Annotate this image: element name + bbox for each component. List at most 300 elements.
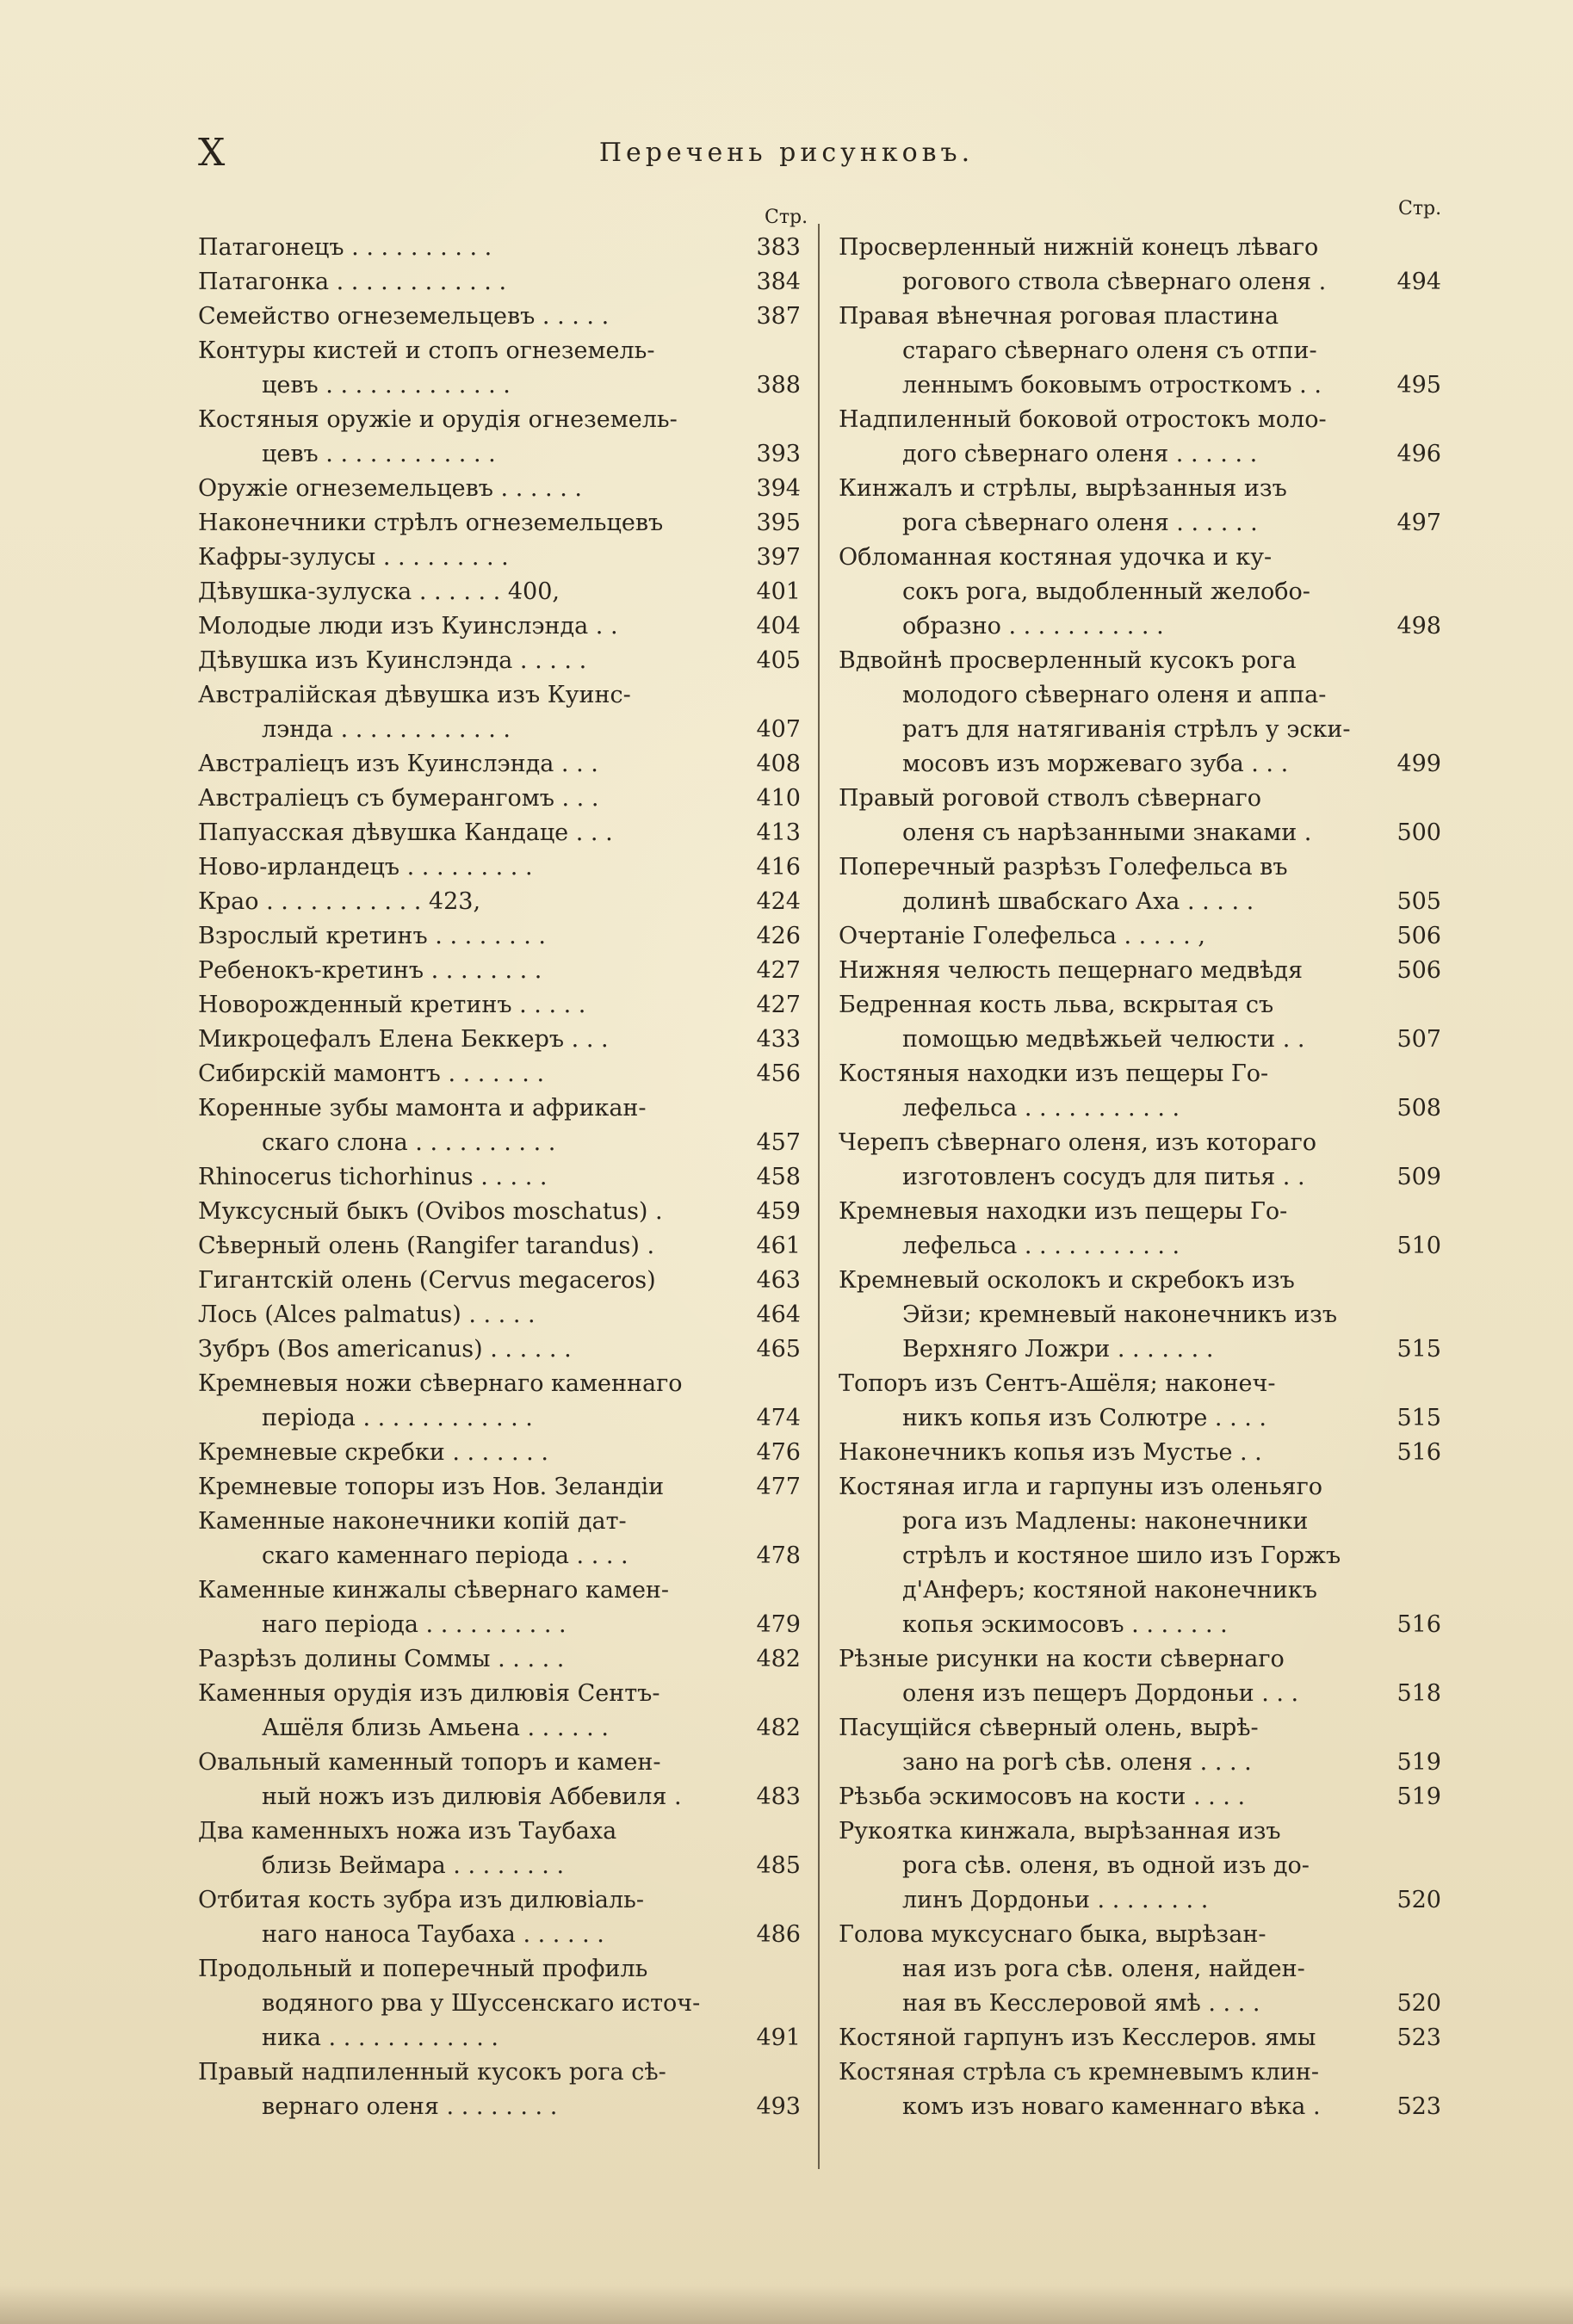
entry-title-text: Контуры кистей и стопъ огнеземель-: [198, 337, 655, 364]
list-item: [198, 1436, 801, 1470]
entry-title-text: зано на рогѣ сѣв. оленя . . . .: [902, 1749, 1252, 1776]
entry-line: [198, 885, 801, 919]
entry-line: [839, 782, 1441, 816]
entry-title-text: Папуасская дѣвушка Кандаце . . .: [198, 819, 613, 846]
entry-line: [198, 300, 801, 334]
entry-line: [839, 1091, 1441, 1126]
list-item: [839, 850, 1441, 919]
list-item: [198, 1573, 801, 1642]
entry-line: [198, 747, 801, 782]
entry-title-text: Правый надпиленный кусокъ рога сѣ-: [198, 2059, 666, 2086]
entry-line: [198, 1987, 801, 2021]
entry-title-text: Топоръ изъ Сентъ-Ашёля; наконеч-: [839, 1370, 1276, 1397]
column-divider: [818, 224, 820, 2169]
entry-line: [839, 954, 1441, 988]
entry-page-number: 461: [756, 1233, 801, 1259]
entry-line: [839, 1195, 1441, 1229]
entry-page-number: 388: [756, 372, 801, 399]
entry-page-number: 493: [756, 2093, 801, 2120]
list-item: [198, 1195, 801, 1229]
entry-line: [198, 403, 801, 437]
entry-page-number: 427: [756, 992, 801, 1018]
entry-line: [198, 575, 801, 609]
entry-title-text: Кремневыя ножи сѣвернаго каменнаго: [198, 1370, 683, 1397]
list-item: [198, 1677, 801, 1746]
entry-line: [839, 1987, 1441, 2021]
entry-page-number: 395: [756, 510, 801, 536]
entry-title-text: образно . . . . . . . . . . .: [902, 613, 1164, 640]
entry-line: [839, 1126, 1441, 1160]
entry-line: [198, 713, 801, 747]
entry-title-text: Очертаніе Голефельса . . . . . ,: [839, 923, 1205, 949]
list-item: [839, 954, 1441, 988]
entry-title-text: Австралійская дѣвушка изъ Куинс-: [198, 682, 631, 708]
entry-page-number: 485: [756, 1852, 801, 1879]
entry-line: [839, 1849, 1441, 1883]
entry-title-text: Разрѣзъ долины Соммы . . . . .: [198, 1646, 565, 1672]
entry-page-number: 474: [756, 1405, 801, 1431]
entry-title-text: рога изъ Мадлены: наконечники: [902, 1508, 1309, 1535]
entry-title-text: наго періода . . . . . . . . . .: [262, 1611, 567, 1638]
entry-line: [839, 1608, 1441, 1642]
entry-page-number: 520: [1397, 1990, 1441, 2017]
list-item: [839, 1057, 1441, 1126]
entry-title-text: сокъ рога, выдобленный желобо-: [902, 578, 1310, 605]
entry-title-text: Надпиленный боковой отростокъ моло-: [839, 406, 1327, 433]
entry-page-number: 401: [756, 578, 801, 605]
entry-line: [198, 1401, 801, 1436]
entry-line: [198, 1091, 801, 1126]
entry-line: [198, 1883, 801, 1918]
entry-page-number: 505: [1397, 888, 1441, 915]
entry-page-number: 516: [1397, 1439, 1441, 1466]
entry-page-number: 520: [1397, 1887, 1441, 1913]
entry-title-text: Гигантскій олень (Cervus megaceros): [198, 1267, 656, 1294]
entry-line: [839, 1780, 1441, 1814]
entry-title-text: Бедренная кость льва, вскрытая съ: [839, 992, 1274, 1018]
entry-page-number: 509: [1397, 1164, 1441, 1190]
list-item: [839, 644, 1441, 782]
entry-title-text: Семейство огнеземельцевъ . . . . .: [198, 303, 610, 330]
entry-page-number: 464: [756, 1301, 801, 1328]
entry-line: [198, 816, 801, 850]
entry-line: [839, 506, 1441, 541]
entry-line: [198, 1539, 801, 1573]
entry-line: [198, 609, 801, 644]
entry-page-number: 387: [756, 303, 801, 330]
entry-page-number: 459: [756, 1198, 801, 1225]
entry-title-text: Дѣвушка-зулуска . . . . . . 400,: [198, 578, 560, 605]
list-item: [198, 1470, 801, 1505]
entry-line: [198, 1608, 801, 1642]
entry-title-text: Рѣзьба эскимосовъ на кости . . . .: [839, 1783, 1246, 1810]
list-item: [198, 1642, 801, 1677]
entry-title-text: Верхняго Ложри . . . . . . .: [902, 1336, 1214, 1363]
entry-line: [198, 678, 801, 713]
entry-line: [198, 231, 801, 265]
entry-page-number: 408: [756, 751, 801, 777]
entry-title-text: рога сѣв. оленя, въ одной изъ до-: [902, 1852, 1310, 1879]
entry-title-text: Костяная игла и гарпуны изъ оленьяго: [839, 1474, 1322, 1500]
entry-line: [198, 1505, 801, 1539]
list-item: [198, 747, 801, 782]
entry-title-text: ратъ для натягиванія стрѣлъ у эски-: [902, 716, 1351, 743]
running-head-title: Перечень рисунковъ.: [598, 138, 975, 168]
list-item: [198, 231, 801, 265]
entry-line: [839, 1883, 1441, 1918]
entry-page-number: 476: [756, 1439, 801, 1466]
entry-title-text: комъ изъ новаго каменнаго вѣка .: [902, 2093, 1321, 2120]
entry-line: [839, 2090, 1441, 2124]
entry-page-number: 384: [756, 269, 801, 295]
entry-title-text: Новорожденный кретинъ . . . . .: [198, 992, 586, 1018]
entry-page-number: 506: [1397, 923, 1441, 949]
list-item: [839, 231, 1441, 300]
list-item: [839, 1642, 1441, 1711]
list-item: [198, 1883, 801, 1952]
right-column-page-label: Стр.: [1398, 198, 1442, 219]
list-item: [198, 2055, 801, 2124]
entry-page-number: 404: [756, 613, 801, 640]
list-item: [198, 265, 801, 300]
entry-line: [198, 1642, 801, 1677]
entry-title-text: Пасущійся сѣверный олень, вырѣ-: [839, 1715, 1259, 1741]
entry-page-number: 523: [1397, 2093, 1441, 2120]
entry-line: [839, 1160, 1441, 1195]
entry-line: [839, 1814, 1441, 1849]
entry-line: [839, 1746, 1441, 1780]
list-item: [198, 1332, 801, 1367]
entry-line: [839, 231, 1441, 265]
entry-title-text: Рукоятка кинжала, вырѣзанная изъ: [839, 1818, 1281, 1845]
entry-title-text: оленя съ нарѣзанными знаками .: [902, 819, 1312, 846]
entry-line: [198, 1023, 801, 1057]
entry-line: [839, 403, 1441, 437]
entry-page-number: 416: [756, 854, 801, 881]
entry-line: [198, 1849, 801, 1883]
entry-title-text: Rhinocerus tichorhinus . . . . .: [198, 1164, 548, 1190]
list-item: [198, 506, 801, 541]
entry-line: [198, 1780, 801, 1814]
entry-title-text: Каменные наконечники копій дат-: [198, 1508, 627, 1535]
entry-title-text: вернаго оленя . . . . . . . .: [262, 2093, 558, 2120]
list-item: [839, 988, 1441, 1057]
entry-line: [839, 1505, 1441, 1539]
list-item: [198, 919, 801, 954]
entry-title-text: Микроцефалъ Елена Беккеръ . . .: [198, 1026, 609, 1053]
entry-title-text: Молодые люди изъ Куинслэнда . .: [198, 613, 618, 640]
entry-title-text: Кремневые топоры изъ Нов. Зеландіи: [198, 1474, 665, 1500]
entry-line: [839, 885, 1441, 919]
entry-line: [839, 1367, 1441, 1401]
entry-line: [198, 782, 801, 816]
entry-line: [198, 2055, 801, 2090]
list-item: [839, 919, 1441, 954]
entry-page-number: 515: [1397, 1405, 1441, 1431]
list-item: [198, 575, 801, 609]
list-item: [839, 1264, 1441, 1367]
entry-title-text: д'Анферъ; костяной наконечникъ: [902, 1577, 1317, 1604]
entry-line: [839, 644, 1441, 678]
entry-title-text: Правая вѣнечная роговая пластина: [839, 303, 1279, 330]
entry-title-text: водяного рва у Шуссенскаго источ-: [262, 1990, 701, 2017]
entry-line: [198, 919, 801, 954]
entry-page-number: 483: [756, 1783, 801, 1810]
list-item: [198, 1057, 801, 1091]
entry-line: [839, 1642, 1441, 1677]
list-item: [839, 472, 1441, 541]
entry-title-text: Коренные зубы мамонта и африкан-: [198, 1095, 647, 1122]
entry-title-text: Сибирскій мамонтъ . . . . . . .: [198, 1060, 545, 1087]
entry-title-text: Черепъ сѣвернаго оленя, изъ котораго: [839, 1129, 1316, 1156]
entry-title-text: Австраліецъ изъ Куинслэнда . . .: [198, 751, 598, 777]
list-item: [839, 782, 1441, 850]
entry-page-number: 433: [756, 1026, 801, 1053]
list-item: [198, 1023, 801, 1057]
entry-line: [198, 1229, 801, 1264]
list-item: [198, 644, 801, 678]
entry-line: [198, 1470, 801, 1505]
entry-title-text: ная изъ рога сѣв. оленя, найден-: [902, 1956, 1305, 1982]
entry-page-number: 477: [756, 1474, 801, 1500]
entry-line: [198, 265, 801, 300]
entry-line: [198, 1332, 801, 1367]
entry-title-text: Кремневые скребки . . . . . . .: [198, 1439, 548, 1466]
list-item: [198, 1229, 801, 1264]
list-item: [839, 1780, 1441, 1814]
entry-line: [839, 575, 1441, 609]
list-item: [198, 1814, 801, 1883]
list-item: [198, 472, 801, 506]
entry-line: [198, 1677, 801, 1711]
entry-title-text: Каменныя орудія изъ дилювія Сентъ-: [198, 1680, 660, 1707]
entry-title-text: Каменные кинжалы сѣвернаго камен-: [198, 1577, 670, 1604]
entry-title-text: Нижняя челюсть пещернаго медвѣдя: [839, 957, 1304, 984]
entry-line: [839, 1573, 1441, 1608]
list-item: [839, 2021, 1441, 2055]
entry-page-number: 491: [756, 2024, 801, 2051]
entry-page-number: 494: [1397, 269, 1441, 295]
entry-line: [839, 300, 1441, 334]
entry-line: [839, 816, 1441, 850]
entry-line: [839, 1023, 1441, 1057]
entry-line: [198, 1057, 801, 1091]
list-item: [198, 782, 801, 816]
entry-line: [198, 644, 801, 678]
entry-page-number: 510: [1397, 1233, 1441, 1259]
entry-line: [839, 1711, 1441, 1746]
list-item: [198, 850, 801, 885]
entry-page-number: 496: [1397, 441, 1441, 467]
entry-title-text: лэнда . . . . . . . . . . . .: [262, 716, 511, 743]
entry-title-text: Костяной гарпунъ изъ Кесслеров. ямы: [839, 2024, 1316, 2051]
entry-line: [198, 368, 801, 403]
entry-line: [198, 954, 801, 988]
entry-title-text: Австраліецъ съ бумерангомъ . . .: [198, 785, 599, 812]
entry-line: [839, 609, 1441, 644]
entry-line: [198, 1367, 801, 1401]
entry-title-text: Костяная стрѣла съ кремневымъ клин-: [839, 2059, 1319, 2086]
entry-title-text: Отбитая кость зубра изъ дилювіаль-: [198, 1887, 644, 1913]
entry-line: [839, 541, 1441, 575]
entry-title-text: Муксусный быкъ (Ovibos moschatus) .: [198, 1198, 663, 1225]
entry-line: [839, 1677, 1441, 1711]
entry-title-text: Эйзи; кремневый наконечникъ изъ: [902, 1301, 1338, 1328]
entry-line: [839, 437, 1441, 472]
entry-line: [198, 2090, 801, 2124]
entry-page-number: 507: [1397, 1026, 1441, 1053]
entry-title-text: Обломанная костяная удочка и ку-: [839, 544, 1273, 571]
entry-line: [198, 541, 801, 575]
list-item: [198, 609, 801, 644]
entry-title-text: молодого сѣвернаго оленя и аппа-: [902, 682, 1327, 708]
entry-page-number: 497: [1397, 510, 1441, 536]
entry-title-text: Оружіе огнеземельцевъ . . . . . .: [198, 475, 582, 502]
entry-page-number: 498: [1397, 613, 1441, 640]
entry-line: [198, 2021, 801, 2055]
left-column-page-label: Стр.: [765, 207, 808, 228]
entry-page-number: 519: [1397, 1749, 1441, 1776]
entry-line: [198, 437, 801, 472]
entry-page-number: 463: [756, 1267, 801, 1294]
entry-line: [839, 1057, 1441, 1091]
entry-title-text: Рѣзные рисунки на кости сѣвернаго: [839, 1646, 1285, 1672]
list-item: [198, 1746, 801, 1814]
entry-line: [198, 1814, 801, 1849]
entry-line: [198, 1298, 801, 1332]
list-item: [198, 1160, 801, 1195]
entry-title-text: близь Веймара . . . . . . . .: [262, 1852, 565, 1879]
entry-title-text: Дѣвушка изъ Куинслэнда . . . . .: [198, 647, 587, 674]
entry-title-text: ника . . . . . . . . . . . .: [262, 2024, 499, 2051]
entry-title-text: стараго сѣвернаго оленя съ отпи-: [902, 337, 1317, 364]
entry-title-text: Крао . . . . . . . . . . . 423,: [198, 888, 481, 915]
entry-page-number: 410: [756, 785, 801, 812]
entry-page-number: 458: [756, 1164, 801, 1190]
entry-page-number: 482: [756, 1646, 801, 1672]
entry-title-text: Наконечникъ копья изъ Мустье . .: [839, 1439, 1262, 1466]
entry-line: [839, 334, 1441, 368]
entry-page-number: 515: [1397, 1336, 1441, 1363]
entry-line: [198, 1746, 801, 1780]
list-item: [839, 1918, 1441, 2021]
left-column: [198, 231, 801, 2124]
entry-title-text: Зубръ (Bos americanus) . . . . . .: [198, 1336, 572, 1363]
entry-title-text: лефельса . . . . . . . . . . .: [902, 1095, 1180, 1122]
entry-page-number: 499: [1397, 751, 1441, 777]
entry-title-text: Кинжалъ и стрѣлы, вырѣзанныя изъ: [839, 475, 1287, 502]
entry-page-number: 393: [756, 441, 801, 467]
list-item: [198, 403, 801, 472]
entry-title-text: стрѣлъ и костяное шило изъ Горжъ: [902, 1542, 1341, 1569]
list-item: [198, 334, 801, 403]
entry-line: [839, 2021, 1441, 2055]
list-item: [198, 541, 801, 575]
entry-line: [839, 2055, 1441, 2090]
entry-page-number: 506: [1397, 957, 1441, 984]
entry-title-text: Сѣверный олень (Rangifer tarandus) .: [198, 1233, 655, 1259]
list-item: [839, 1470, 1441, 1642]
entry-title-text: Овальный каменный топоръ и камен-: [198, 1749, 661, 1776]
entry-title-text: Правый роговой стволъ сѣвернаго: [839, 785, 1261, 812]
list-item: [839, 300, 1441, 403]
list-item: [198, 816, 801, 850]
entry-page-number: 397: [756, 544, 801, 571]
entry-title-text: періода . . . . . . . . . . . .: [262, 1405, 533, 1431]
entry-page-number: 427: [756, 957, 801, 984]
entry-title-text: Костяныя оружіе и орудія огнеземель-: [198, 406, 678, 433]
list-item: [839, 1814, 1441, 1918]
entry-line: [839, 1952, 1441, 1987]
list-item: [198, 1952, 801, 2055]
entry-title-text: Ребенокъ-кретинъ . . . . . . . .: [198, 957, 542, 984]
entry-title-text: мосовъ изъ моржеваго зуба . . .: [902, 751, 1289, 777]
entry-page-number: 482: [756, 1715, 801, 1741]
entry-title-text: Кафры-зулусы . . . . . . . . .: [198, 544, 509, 571]
entry-line: [198, 334, 801, 368]
entry-line: [198, 850, 801, 885]
entry-page-number: 394: [756, 475, 801, 502]
entry-line: [198, 1436, 801, 1470]
entry-line: [198, 1160, 801, 1195]
entry-line: [839, 1298, 1441, 1332]
entry-line: [198, 1711, 801, 1746]
list-item: [198, 300, 801, 334]
list-item: [839, 1367, 1441, 1436]
entry-line: [839, 1401, 1441, 1436]
entry-title-text: Ново-ирландецъ . . . . . . . . .: [198, 854, 533, 881]
entry-line: [198, 988, 801, 1023]
entry-line: [198, 1126, 801, 1160]
list-item: [198, 954, 801, 988]
entry-title-text: рогового ствола сѣвернаго оленя .: [902, 269, 1327, 295]
entry-page-number: 516: [1397, 1611, 1441, 1638]
entry-title-text: долинѣ швабскаго Аха . . . . .: [902, 888, 1254, 915]
entry-title-text: Костяныя находки изъ пещеры Го-: [839, 1060, 1269, 1087]
entry-line: [839, 1470, 1441, 1505]
entry-line: [839, 850, 1441, 885]
entry-line: [839, 713, 1441, 747]
page-number: X: [198, 131, 226, 175]
list-item: [198, 885, 801, 919]
entry-title-text: Патагонка . . . . . . . . . . . .: [198, 269, 507, 295]
list-item: [198, 988, 801, 1023]
list-item: [839, 1711, 1441, 1780]
entry-line: [839, 1264, 1441, 1298]
entry-page-number: 456: [756, 1060, 801, 1087]
entry-line: [839, 1918, 1441, 1952]
entry-page-number: 457: [756, 1129, 801, 1156]
entry-line: [839, 1539, 1441, 1573]
entry-title-text: Два каменныхъ ножа изъ Таубаха: [198, 1818, 617, 1845]
entry-line: [839, 747, 1441, 782]
entry-title-text: леннымъ боковымъ отросткомъ . .: [902, 372, 1322, 399]
entry-page-number: 424: [756, 888, 801, 915]
entry-page-number: 508: [1397, 1095, 1441, 1122]
entry-title-text: дого сѣвернаго оленя . . . . . .: [902, 441, 1258, 467]
entry-line: [198, 1195, 801, 1229]
list-item: [839, 541, 1441, 644]
entry-title-text: Патагонецъ . . . . . . . . . .: [198, 234, 492, 261]
entry-page-number: 478: [756, 1542, 801, 1569]
list-item: [198, 1264, 801, 1298]
entry-title-text: цевъ . . . . . . . . . . . . .: [262, 372, 511, 399]
entry-line: [839, 368, 1441, 403]
entry-page-number: 479: [756, 1611, 801, 1638]
entry-title-text: Голова муксуснаго быка, вырѣзан-: [839, 1921, 1266, 1948]
list-item: [839, 1126, 1441, 1195]
entry-page-number: 407: [756, 716, 801, 743]
